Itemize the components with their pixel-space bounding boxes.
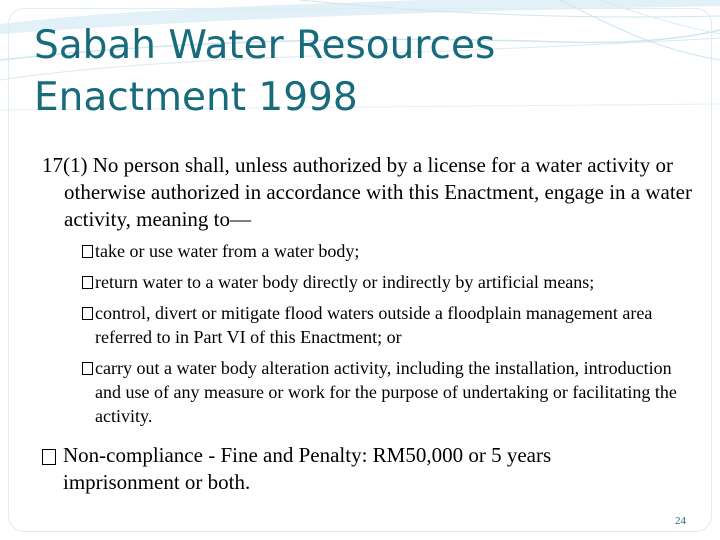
list-item [42,270,692,294]
slide-title [34,20,674,124]
title-line-1: Sabah Water Resources [34,23,496,68]
square-bullet-icon [82,245,93,258]
list-item [42,301,692,349]
list-item-text: take or use water from a water body; [95,241,360,261]
penalty-paragraph [42,442,692,496]
list-item-text: carry out a water body alteration activity, including the installation, introduction and use of any measure or work for the purpose of undertaking or facilitating the activity. [95,358,677,426]
list-item-text: return water to a water body directly or indirectly by artificial means; [95,272,595,292]
list-item [42,239,692,263]
square-bullet-icon [42,449,56,465]
activity-list [42,239,692,428]
penalty-line-1: Non-compliance - Fine and Penalty: RM50,000 or 5 years [63,443,552,467]
list-item-text: control, divert or mitigate flood waters outside a floodplain management area referred to in Part VI of this Enactment; or [95,303,653,347]
square-bullet-icon [82,362,93,375]
square-bullet-icon [82,307,93,320]
title-line-2: Enactment 1998 [34,75,358,120]
slide-body [42,152,692,496]
slide-number: 24 [675,515,686,527]
section-paragraph: 17(1) No person shall, unless authorized by a license for a water activity or otherwise authorized in accordance with this Enactment, engage in a water activity, meaning to— [42,153,692,231]
list-item [42,356,692,428]
square-bullet-icon [82,276,93,289]
penalty-line-2: imprisonment or both. [63,470,251,494]
